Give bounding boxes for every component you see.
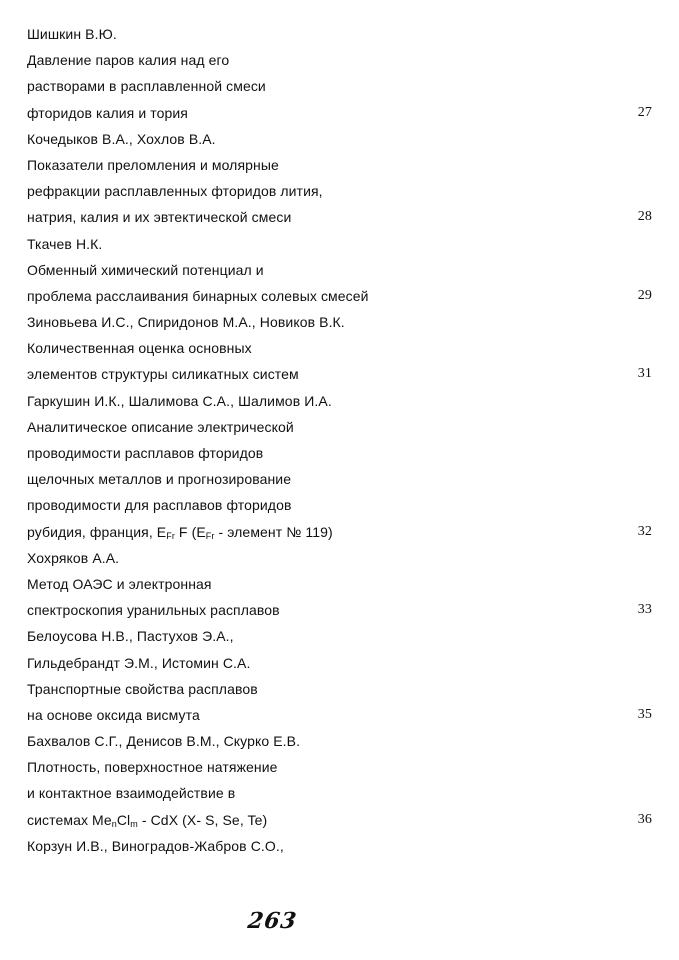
toc-line-text: растворами в расплавленной смеси	[27, 78, 266, 95]
toc-line	[27, 47, 652, 73]
toc-page-number: 33	[637, 602, 652, 618]
toc-line-text: Аналитическое описание электрической	[27, 418, 294, 435]
toc-line	[27, 414, 652, 440]
toc-line-text: Гаркушин И.К., Шалимова С.А., Шалимов И.А.	[27, 392, 332, 409]
toc-line-text: Давление паров калия над его	[27, 52, 230, 69]
toc-page-number: 35	[637, 706, 652, 722]
toc-line	[27, 152, 652, 178]
toc-line	[27, 728, 652, 754]
toc-line	[27, 754, 652, 780]
toc-line	[27, 597, 652, 623]
text-run: - элемент № 119)	[214, 523, 333, 540]
toc-line	[27, 309, 652, 335]
toc-line	[27, 73, 652, 99]
text-run: рубидия, франция, E	[27, 523, 167, 540]
toc-line-text: проводимости для расплавов фторидов	[27, 497, 292, 514]
toc-line-text: проблема расслаивания бинарных солевых смесей	[27, 287, 369, 304]
toc-line-text: проводимости расплавов фторидов	[27, 445, 264, 461]
subscript-text: Fr	[166, 530, 175, 541]
text-run: - CdX (X- S, Se, Te)	[137, 811, 268, 828]
handwritten-page-number: 263	[246, 908, 299, 934]
subscript-text: n	[111, 818, 117, 829]
subscript-text: Fr	[205, 530, 215, 541]
toc-line-text: Шишкин В.Ю.	[27, 26, 117, 42]
toc-line-text: щелочных металлов и прогнозирование	[27, 471, 292, 488]
toc-line-text: на основе оксида висмута	[27, 706, 200, 723]
toc-line-text: Количественная оценка основных	[27, 340, 252, 357]
toc-line	[27, 21, 652, 47]
toc-line	[27, 126, 652, 152]
toc-line	[27, 100, 652, 126]
toc-line	[27, 440, 652, 466]
toc-line	[27, 676, 652, 702]
toc-line	[27, 545, 652, 571]
toc-line-text: Метод ОАЭС и электронная	[27, 575, 212, 592]
toc-line	[27, 571, 652, 597]
toc-line-text: Показатели преломления и молярные	[27, 156, 279, 173]
toc-line-text: Белоусова Н.В., Пастухов Э.А.,	[27, 628, 234, 645]
toc-line-text: Хохряков А.А.	[27, 549, 120, 566]
toc-line	[27, 361, 652, 387]
toc-line	[27, 257, 652, 283]
toc-page-number: 31	[637, 366, 652, 382]
toc-line-text: спектроскопия уранильных расплавов	[27, 602, 280, 619]
toc-line	[27, 650, 652, 676]
toc-page-number: 27	[637, 104, 652, 120]
toc-line-text	[27, 812, 267, 828]
toc-line-text: натрия, калия и их эвтектической смеси	[27, 209, 292, 226]
toc-line-text: Кочедыков В.А., Хохлов В.А.	[27, 130, 216, 147]
toc-line	[27, 466, 652, 492]
toc-line	[27, 623, 652, 649]
toc-line-text: Зиновьева И.С., Спиридонов М.А., Новиков В.К.	[27, 314, 345, 331]
toc-line-text: Гильдебрандт Э.М., Истомин С.А.	[27, 654, 251, 671]
toc-line	[27, 388, 652, 414]
toc-line-text: рефракции расплавленных фторидов лития,	[27, 183, 323, 200]
text-run: Cl	[116, 811, 131, 828]
toc-page-number: 32	[637, 523, 652, 539]
toc-line-text: Бахвалов С.Г., Денисов В.М., Скурко Е.В.	[27, 733, 301, 750]
toc-line-text: элементов структуры силикатных систем	[27, 366, 299, 383]
toc-line	[27, 702, 652, 728]
toc-line-text: Транспортные свойства расплавов	[27, 680, 258, 697]
toc-line	[27, 335, 652, 361]
toc-line-text	[27, 524, 333, 540]
toc-line-text: Плотность, поверхностное натяжение	[27, 759, 278, 776]
subscript-text: m	[130, 818, 138, 829]
toc-line-text: Обменный химический потенциал и	[27, 261, 264, 278]
toc-line	[27, 231, 652, 257]
toc-line-text: фторидов калия и тория	[27, 104, 188, 121]
toc-page-number: 28	[637, 209, 652, 225]
text-run: системах Me	[27, 811, 112, 828]
toc-line-text: Корзун И.В., Виноградов-Жабров С.О.,	[27, 837, 284, 854]
toc-line	[27, 780, 652, 806]
toc-line	[27, 492, 652, 518]
toc-line-text: Ткачев Н.К.	[27, 235, 103, 252]
toc-line	[27, 204, 652, 230]
toc-line	[27, 807, 652, 833]
toc-line	[27, 519, 652, 545]
toc-line-text: и контактное взаимодействие в	[27, 785, 236, 802]
table-of-contents	[27, 21, 652, 859]
toc-line	[27, 283, 652, 309]
toc-page-number: 29	[637, 287, 652, 303]
toc-line	[27, 833, 652, 859]
toc-line	[27, 178, 652, 204]
toc-page-number: 36	[637, 811, 652, 827]
text-run: F (E	[174, 523, 206, 540]
